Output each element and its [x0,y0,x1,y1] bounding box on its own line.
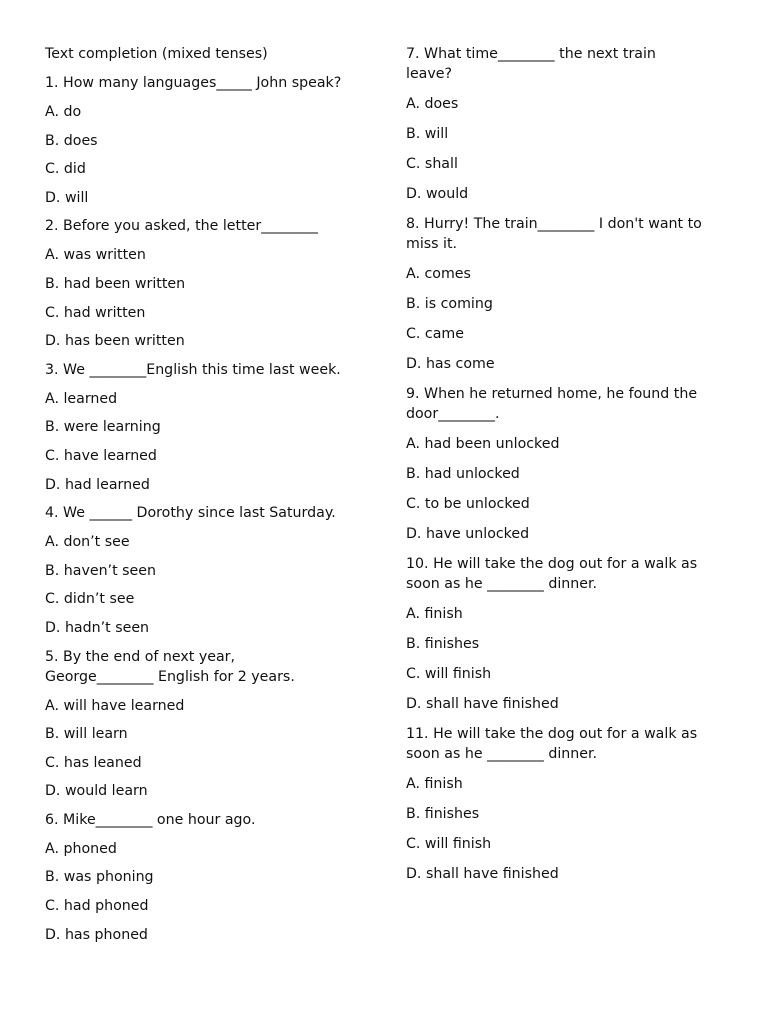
left-column [45,44,375,953]
option-a: A. finish [406,776,463,792]
option-b: B. had unlocked [406,466,520,482]
option-a: A. will have learned [45,697,185,714]
option-b: B. will [406,126,449,142]
option-d: D. have unlocked [406,526,530,542]
option-b: B. had been written [45,275,186,292]
option-d: D. has come [406,356,495,372]
question-text: 1. How many languages_____ John speak? [45,75,342,91]
question-text: 5. By the end of next year, George________ English for 2 years. [45,648,295,685]
option-b: B. finishes [406,806,480,822]
option-b: B. haven’t seen [45,562,156,579]
question-text: 11. He will take the dog out for a walk as soon as he ________ dinner. [406,726,698,762]
option-c: C. shall [406,156,458,172]
question-text: 6. Mike________ one hour ago. [45,811,256,828]
question-text: 3. We ________English this time last week. [45,361,341,378]
option-c: C. to be unlocked [406,496,530,512]
option-d: D. hadn’t seen [45,619,150,636]
option-d: D. would [406,186,469,202]
option-d: D. shall have finished [406,696,559,712]
question-1 [45,73,375,208]
option-d: D. would learn [45,783,148,800]
option-d: D. has been written [45,333,185,350]
option-a: A. learned [45,390,118,407]
question-11 [406,724,736,884]
option-c: C. will finish [406,836,492,852]
option-a: A. do [45,104,82,120]
option-c: C. did [45,161,86,178]
question-9 [406,384,736,544]
question-text: 9. When he returned home, he found the door________. [406,386,698,422]
option-b: B. finishes [406,636,480,652]
question-2 [45,216,375,351]
option-a: A. don’t see [45,534,130,551]
option-a: A. does [406,96,459,112]
document-title: Text completion (mixed tenses) [45,46,268,62]
question-text: 8. Hurry! The train________ I don't want to miss it. [406,216,702,252]
option-a: A. finish [406,606,463,622]
right-column [406,44,736,894]
option-a: A. had been unlocked [406,436,560,452]
option-b: B. will learn [45,726,128,743]
option-c: C. will finish [406,666,492,682]
question-8 [406,214,736,374]
option-c: C. had phoned [45,898,149,915]
question-text: 4. We ______ Dorothy since last Saturday. [45,505,336,522]
question-4 [45,503,375,638]
question-5 [45,647,375,802]
option-a: A. was written [45,247,146,264]
option-c: C. have learned [45,447,157,464]
option-b: B. was phoning [45,869,154,886]
question-3 [45,360,375,495]
option-c: C. didn’t see [45,591,135,608]
question-10 [406,554,736,714]
option-b: B. were learning [45,419,161,436]
option-b: B. does [45,132,98,149]
question-text: 7. What time________ the next train leave? [406,46,656,82]
option-a: A. phoned [45,840,117,857]
option-b: B. is coming [406,296,493,312]
question-text: 10. He will take the dog out for a walk as soon as he ________ dinner. [406,556,698,592]
option-d: D. shall have finished [406,866,559,882]
question-text: 2. Before you asked, the letter________ [45,218,318,235]
question-7 [406,44,736,204]
option-a: A. comes [406,266,471,282]
option-c: C. came [406,326,464,342]
option-d: D. will [45,189,89,206]
question-6 [45,810,375,945]
option-d: D. has phoned [45,926,148,943]
option-d: D. had learned [45,476,150,493]
option-c: C. has leaned [45,754,142,771]
option-c: C. had written [45,304,146,321]
